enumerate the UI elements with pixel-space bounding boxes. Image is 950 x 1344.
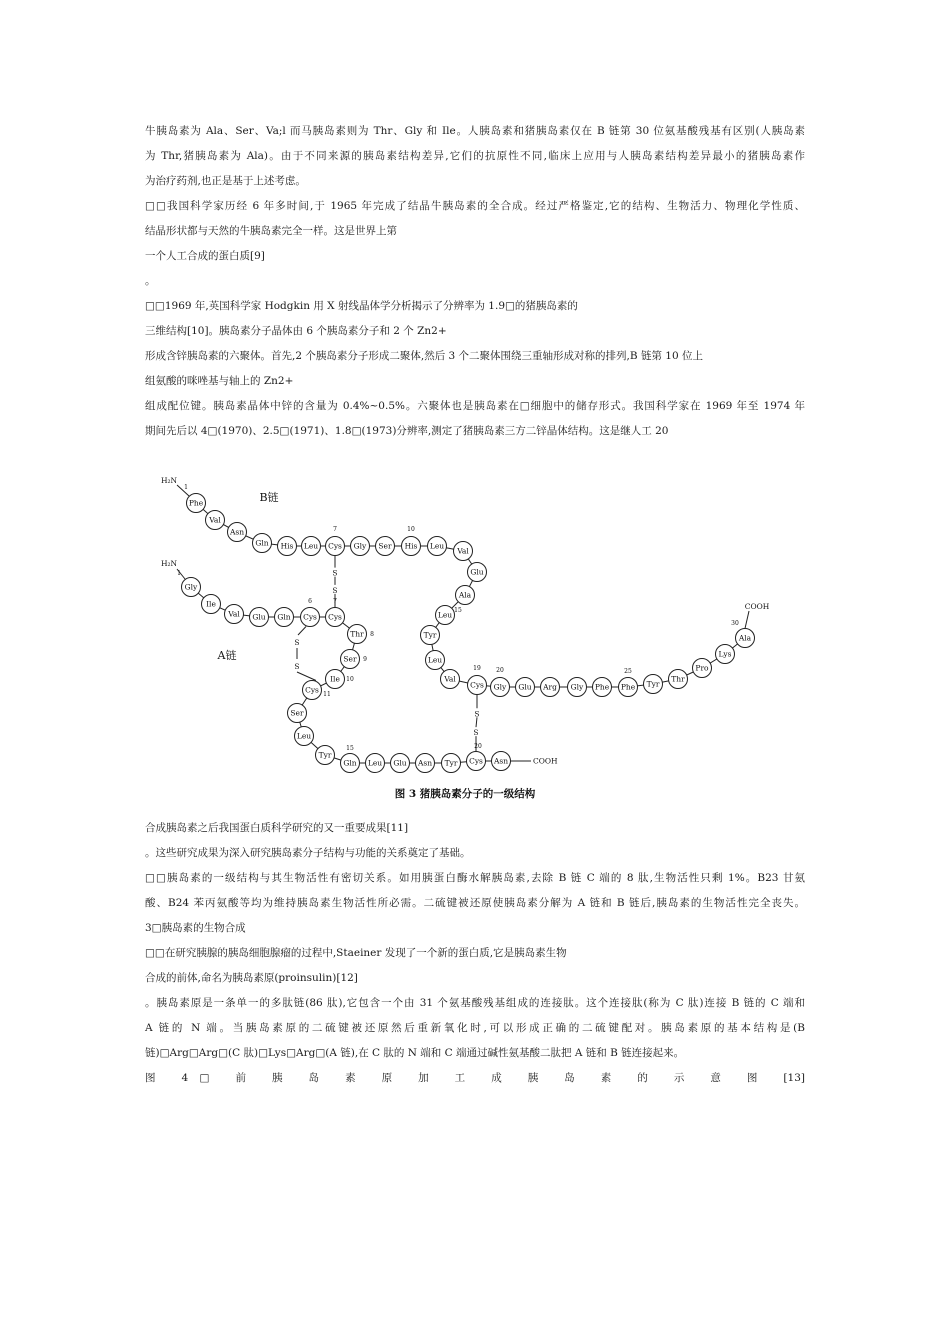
a-chain-residue-label-9: Ser xyxy=(343,654,357,664)
text-line-9: 三维结构[10]。胰岛素分子晶体由 6 个胰岛素分子和 2 个 Zn2+ xyxy=(145,325,447,337)
b-chain-residue-label-2: Val xyxy=(209,515,221,525)
figure-3-caption: 图 3 猪胰岛素分子的一级结构 xyxy=(394,788,536,800)
figure-4-caption: 图 4□ 前 胰 岛 素 原 加 工 成 胰 岛 素 的 示 意 图 [13] xyxy=(145,1072,805,1084)
a-chain-c-terminus: COOH xyxy=(533,756,558,766)
disulfide-a6-a11-bond-3 xyxy=(297,672,316,681)
text-line-15: 。这些研究成果为深入研究胰岛素分子结构与功能的关系奠定了基础。 xyxy=(145,847,471,859)
text-line-1: 牛胰岛素为 Ala、Ser、Va;l 而马胰岛素则为 Thr、Gly 和 Ile。人胰岛素和猪胰岛素仅在 B 链第 30 位氨基酸残基有区别(人胰岛素 xyxy=(145,125,805,137)
residue-circles xyxy=(182,494,755,773)
disulfide-b7-a7-sulfur-2: S xyxy=(332,585,338,595)
b-chain-c-bond xyxy=(745,611,749,629)
b-chain-residue-label-14: Ala xyxy=(458,590,472,600)
text-line-2: 为 Thr,猪胰岛素为 Ala)。由于不同来源的胰岛素结构差异,它们的抗原性不同,临床上应用与人胰岛素结构差异最小的猪胰岛素作 xyxy=(145,150,805,162)
b-chain-residue-label-22: Arg xyxy=(543,682,557,692)
a-chain-number-10: 10 xyxy=(346,676,354,683)
a-chain-residue-label-5: Gln xyxy=(277,612,291,622)
a-chain-residue-label-8: Thr xyxy=(350,629,364,639)
text-line-3: 为治疗药剂,也正是基于上述考虑。 xyxy=(145,175,306,187)
text-line-13: 期间先后以 4□(1970)、2.5□(1971)、1.8□(1973)分辨率,测定了猪胰岛素三方二锌晶体结构。这是继人工 20 xyxy=(145,425,669,437)
a-chain-residue-label-17: Glu xyxy=(393,758,407,768)
a-chain-residue-label-2: Ile xyxy=(206,599,216,609)
disulfide-b7-a7-sulfur-1: S xyxy=(332,568,338,578)
disulfide-b19-a20-sulfur-1: S xyxy=(474,709,480,719)
a-chain-residue-label-15: Gln xyxy=(343,758,357,768)
a-chain-residue-label-3: Val xyxy=(228,609,240,619)
text-line-11: 组氨酸的咪唑基与轴上的 Zn2+ xyxy=(145,375,294,387)
b-chain-residue-label-18: Val xyxy=(444,674,456,684)
disulfide-b19-a20-bond-2 xyxy=(476,717,477,727)
b-chain-residue-label-9: Ser xyxy=(378,541,392,551)
insulin-structure-figure xyxy=(145,465,805,810)
text-line-10: 形成含锌胰岛素的六聚体。首先,2 个胰岛素分子形成二聚体,然后 3 个二聚体围绕三重轴形成对称的排列,B 链第 10 位上 xyxy=(145,350,703,362)
a-chain-residue-label-19: Tyr xyxy=(444,758,458,768)
b-chain-c-terminus: COOH xyxy=(744,602,770,611)
b-chain-number-15: 15 xyxy=(454,607,462,614)
b-chain-residue-label-1: Phe xyxy=(188,498,204,508)
b-chain-residue-label-15: Leu xyxy=(437,610,453,620)
b-chain-residue-label-26: Tyr xyxy=(646,679,660,689)
a-chain-residue-label-10: Ile xyxy=(330,674,340,684)
text-line-5: 结晶形状都与天然的牛胰岛素完全一样。这是世界上第 xyxy=(145,225,397,237)
b-chain-residue-label-8: Gly xyxy=(353,541,367,551)
b-chain-residue-label-6: Leu xyxy=(303,541,319,551)
text-line-12: 组成配位键。胰岛素晶体中锌的含量为 0.4%~0.5%。六聚体也是胰岛素在□细胞中的储存形式。我国科学家在 1969 年至 1974 年 xyxy=(145,400,805,412)
b-chain-number-25: 25 xyxy=(624,668,632,675)
text-line-7: 。 xyxy=(145,275,156,287)
b-chain-residue-label-28: Pro xyxy=(695,663,709,673)
a-chain-number-9: 9 xyxy=(363,656,367,663)
a-chain-label: A链 xyxy=(217,649,237,662)
b-chain-residue-label-7: Cys xyxy=(328,541,342,551)
text-line-23: 链)□Arg□Arg□(C 肽)□Lys□Arg□(A 链),在 C 肽的 N 端和 C 端通过碱性氨基酸二肽把 A 链和 B 链连接起来。 xyxy=(145,1047,685,1059)
a-chain-residue-label-6: Cys xyxy=(303,612,317,622)
a-chain-residue-label-4: Glu xyxy=(252,612,266,622)
text-line-21: 。胰岛素原是一条单一的多肽链(86 肽),它包含一个由 31 个氨基酸残基组成的连接肽。这个连接肽(称为 C 肽)连接 B 链的 C 端和 xyxy=(145,997,805,1009)
a-chain-n-terminus: H₂N xyxy=(160,559,178,568)
b-chain-label: B链 xyxy=(259,491,279,504)
b-chain-residue-label-25: Phe xyxy=(620,682,636,692)
b-chain-number-7: 7 xyxy=(333,526,337,533)
b-chain-residue-label-12: Val xyxy=(457,546,469,556)
a-chain-number-20: 20 xyxy=(474,743,482,750)
a-chain-residue-label-20: Cys xyxy=(469,756,483,766)
a-chain-number-8: 8 xyxy=(370,631,374,638)
b-chain-residue-label-20: Gly xyxy=(493,682,507,692)
b-chain-residue-label-23: Gly xyxy=(570,682,584,692)
b-chain-residue-label-21: Glu xyxy=(518,682,532,692)
a-chain-number-7: 7 xyxy=(333,598,337,605)
a-chain-residue-label-1: Gly xyxy=(184,582,198,592)
b-chain-number-30: 30 xyxy=(731,620,739,627)
b-chain-residue-label-19: Cys xyxy=(470,680,484,690)
b-chain-residue-label-5: His xyxy=(280,541,294,551)
a-chain-residue-label-18: Asn xyxy=(417,758,433,768)
text-line-22: A 链的 N 端。当胰岛素原的二硫键被还原然后重新氧化时,可以形成正确的二硫键配对。胰岛素原的基本结构是(B xyxy=(145,1022,805,1034)
b-chain-number-19: 19 xyxy=(473,665,481,672)
b-chain-residue-label-16: Tyr xyxy=(423,630,437,640)
a-chain-residue-label-13: Leu xyxy=(296,731,312,741)
a-chain-residue-label-7: Cys xyxy=(328,612,342,622)
figure-labels xyxy=(161,476,770,800)
a-chain-number-11: 11 xyxy=(323,691,331,698)
a-chain-residue-label-12: Ser xyxy=(290,708,304,718)
b-chain-residue-label-4: Gln xyxy=(255,538,269,548)
disulfide-a6-a11-bond-1 xyxy=(298,627,306,636)
text-line-6: 一个人工合成的蛋白质[9] xyxy=(145,250,265,262)
b-chain-residue-label-27: Thr xyxy=(671,674,685,684)
text-line-8: □□1969 年,英国科学家 Hodgkin 用 X 射线晶体学分析揭示了分辨率为 1.9□的猪胰岛素的 xyxy=(145,300,578,312)
b-chain-residue-label-30: Ala xyxy=(738,633,752,643)
b-chain-residue-label-17: Leu xyxy=(427,655,443,665)
disulfide-b19-a20-sulfur-2: S xyxy=(473,728,479,738)
text-line-17: 酸、B24 苯丙氨酸等均为维持胰岛素生物活性所必需。二硫键被还原使胰岛素分解为 A 链和 B 链后,胰岛素的生物活性完全丧失。 xyxy=(145,897,805,909)
b-chain-residue-label-3: Asn xyxy=(229,527,245,537)
b-chain-residue-label-10: His xyxy=(404,541,418,551)
b-chain-number-10: 10 xyxy=(407,526,415,533)
b-chain-number-20: 20 xyxy=(496,667,504,674)
b-chain-residue-label-29: Lys xyxy=(718,649,732,659)
a-chain-residue-label-14: Tyr xyxy=(318,750,332,760)
a-chain-residue-label-11: Cys xyxy=(305,685,319,695)
disulfide-a6-a11-sulfur-2: S xyxy=(294,662,300,671)
a-chain-number-1: 1 xyxy=(177,570,181,577)
b-chain-residue-label-11: Leu xyxy=(429,541,445,551)
text-line-16: □□胰岛素的一级结构与其生物活性有密切关系。如用胰蛋白酶水解胰岛素,去除 B 链 C 端的 8 肽,生物活性只剩 1%。B23 甘氨 xyxy=(145,872,805,884)
b-chain-residue-label-13: Glu xyxy=(470,567,484,577)
b-chain-residue-label-24: Phe xyxy=(594,682,610,692)
a-chain-residue-label-21: Asn xyxy=(493,756,509,766)
disulfide-a6-a11-sulfur-1: S xyxy=(294,638,300,647)
text-line-4: □□我国科学家历经 6 年多时间,于 1965 年完成了结晶牛胰岛素的全合成。经过严格鉴定,它的结构、生物活力、物理化学性质、 xyxy=(145,200,805,212)
section-heading: 3□胰岛素的生物合成 xyxy=(145,922,246,934)
b-chain-number-1: 1 xyxy=(184,484,188,491)
a-chain-number-15: 15 xyxy=(346,745,354,752)
text-line-19: □□在研究胰腺的胰岛细胞腺瘤的过程中,Staeiner 发现了一个新的蛋白质,它是胰岛素生物 xyxy=(145,947,567,959)
text-line-14: 合成胰岛素之后我国蛋白质科学研究的又一重要成果[11] xyxy=(145,822,409,834)
b-chain-n-terminus: H₂N xyxy=(160,476,178,485)
a-chain-residue-label-16: Leu xyxy=(367,758,383,768)
text-line-20: 合成的前体,命名为胰岛素原(proinsulin)[12] xyxy=(145,972,358,984)
a-chain-number-6: 6 xyxy=(308,598,312,605)
